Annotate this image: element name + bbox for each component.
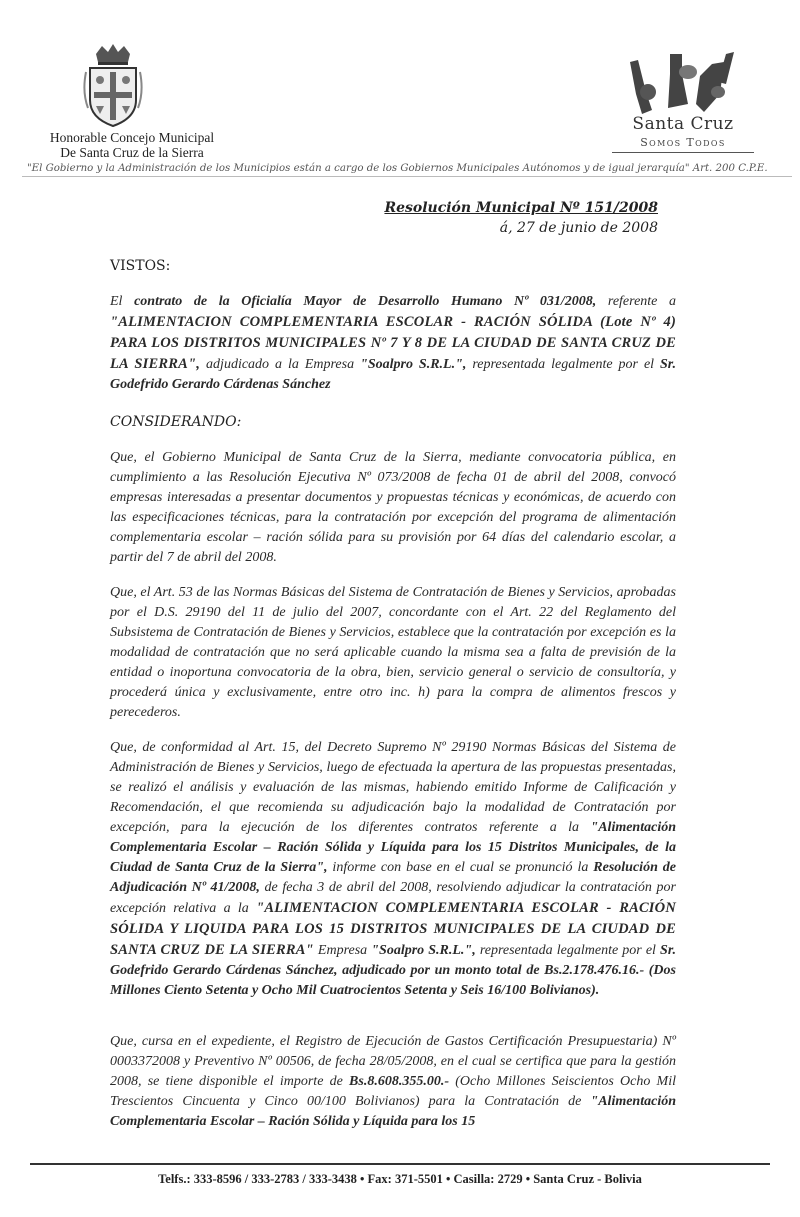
p4-text: representada legalmente por el <box>475 943 661 958</box>
p4-program-title: "Alimentación Complementaria Escolar – Ración Sólida y Líquida para los 15 Distritos Municipales, de la Ciudad de Santa Cruz de la Sierra", <box>110 820 676 875</box>
p1-text: representada legalmente por el <box>466 357 661 372</box>
paragraph-convocatoria: Que, el Gobierno Municipal de Santa Cruz de la Sierra, mediante convocatoria pública, en cumplimiento a las Resolución Ejecutiva Nº 073/2008 de fecha 01 de abril del 2008, convocó empresas interesadas a presentar documentos y propuestas técnicas y económicas, de acuerdo con las especificaciones técnicas, para la contratación por excepción del programa de alimentación complementaria escolar – ración sólida para su provisión por 64 días del calendario escolar, a partir del 7 de abril del 2008. <box>110 450 676 565</box>
p1-company: "Soalpro S.R.L.", <box>360 357 467 372</box>
p5-amount: Bs.8.608.355.00.- <box>349 1074 449 1089</box>
p5-program-title: "Alimentación Complementaria Escolar – Ración Sólida y Líquida para los 15 <box>110 1094 676 1129</box>
p4-text: Empresa <box>313 943 372 958</box>
p4-resolution-ref: Resolución de Adjudicación Nº 41/2008, <box>110 860 677 895</box>
section-considerando: CONSIDERANDO: <box>110 414 242 430</box>
constitutional-quote: "El Gobierno y la Administración de los Municipios están a cargo de los Gobiernos Municipales Autónomos y de igual jerarquía" Art. 200 C.P.E. <box>27 163 768 174</box>
brand-slogan: Somos Todos <box>640 136 726 149</box>
p4-text: informe con base en el cual se pronunció la <box>327 860 594 875</box>
footer-contact: Telfs.: 333-8596 / 333-2783 / 333-3438 • Fax: 371-5501 • Casilla: 2729 • Santa Cruz - Bolivia <box>158 1172 642 1186</box>
p4-program-title-upper: "ALIMENTACION COMPLEMENTARIA ESCOLAR - RACIÓN SÓLIDA Y LIQUIDA PARA LOS 15 DISTRITOS MUNICIPALES DE LA CIUDAD DE SANTA CRUZ DE LA SIERRA" <box>110 900 676 958</box>
resolution-number: Resolución Municipal Nº 151/2008 <box>384 200 658 216</box>
p5-text: (Ocho Millones Seiscientos Ocho Mil Trescientos Cincuenta y Cinco 00/100 Bolivianos) para la Contratación de <box>110 1074 677 1109</box>
municipal-coat-of-arms-icon <box>82 42 144 128</box>
p5-text: Que, cursa en el expediente, el Registro de Ejecución de Gastos Certificación Presupuestaria) Nº 0003372008 y Preventivo Nº 00506, de fecha 28/05/2008, en el cual se certifica que para la gestión 2008, se tiene disponible el importe de <box>110 1034 676 1089</box>
p1-program-title: "ALIMENTACION COMPLEMENTARIA ESCOLAR - RACIÓN SÓLIDA (Lote Nº 4) PARA LOS DISTRITOS MUNICIPALES Nº 7 Y 8 DE LA CIUDAD DE SANTA CRUZ DE LA SIERRA", <box>110 314 676 372</box>
paragraph-presupuesto <box>110 1032 676 1132</box>
brand-underline <box>612 152 754 153</box>
council-name <box>22 130 242 160</box>
paragraph-normas-basicas: Que, el Art. 53 de las Normas Básicas del Sistema de Contratación de Bienes y Servicios, aprobadas por el D.S. 29190 del 11 de julio del 2007, concordante con el Art. 22 del Reglamento del Subsistema de Contratación de Bienes y Servicios, establece que la contratación por excepción es la modalidad de contratación que no será aplicable cuando la misma sea a falta de previsión de la entidad o inoportuna convocatoria de la obra, bien, servicio general o servicio de consultoría, y procederá única y exclusivamente, entre otro inc. h) para la compra de alimentos frescos y perecederos. <box>110 585 676 720</box>
p4-company: "Soalpro S.R.L.", <box>371 943 476 958</box>
p1-text: adjudicado a la Empresa <box>200 357 361 372</box>
footer-divider <box>30 1163 770 1165</box>
header-divider <box>22 176 792 177</box>
resolution-date: á, 27 de junio de 2008 <box>499 220 658 236</box>
p4-text: de fecha 3 de abril del 2008, resolviendo adjudicar la contratación por excepción relativa a la <box>110 880 676 916</box>
p1-representative: Sr. Godefrido Gerardo Cárdenas Sánchez <box>110 357 676 392</box>
council-line-2: De Santa Cruz de la Sierra <box>60 145 204 160</box>
p1-text: referente a <box>596 294 676 309</box>
p4-text: Que, de conformidad al Art. 15, del Decreto Supremo Nº 29190 Normas Básicas del Sistema de Administración de Bienes y Servicios, luego de efectuada la apertura de las propuestas presentadas, se realizó el análisis y evaluación de las mismas, habiendo emitido Informe de Calificación y Recomendación, el que recomienda su adjudicación bajo la modalidad de Contratación por excepción, para la ejecución de los diferentes contratos referente a la <box>110 740 676 835</box>
p4-amount: Sr. Godefrido Gerardo Cárdenas Sánchez, adjudicado por un monto total de Bs.2.178.476.16.- (Dos Millones Ciento Setenta y Ocho Mil Cuatrocientos Setenta y Seis 16/100 Bolivianos). <box>110 943 676 998</box>
p1-contract: contrato de la Oficialía Mayor de Desarrollo Humano Nº 031/2008, <box>134 294 597 309</box>
brand-name: Santa Cruz <box>632 114 734 134</box>
paragraph-vistos <box>110 292 676 395</box>
paragraph-adjudicacion <box>110 738 676 1001</box>
p1-text: El <box>110 294 135 309</box>
council-line-1: Honorable Concejo Municipal <box>49 130 215 145</box>
section-vistos: VISTOS: <box>110 258 171 274</box>
